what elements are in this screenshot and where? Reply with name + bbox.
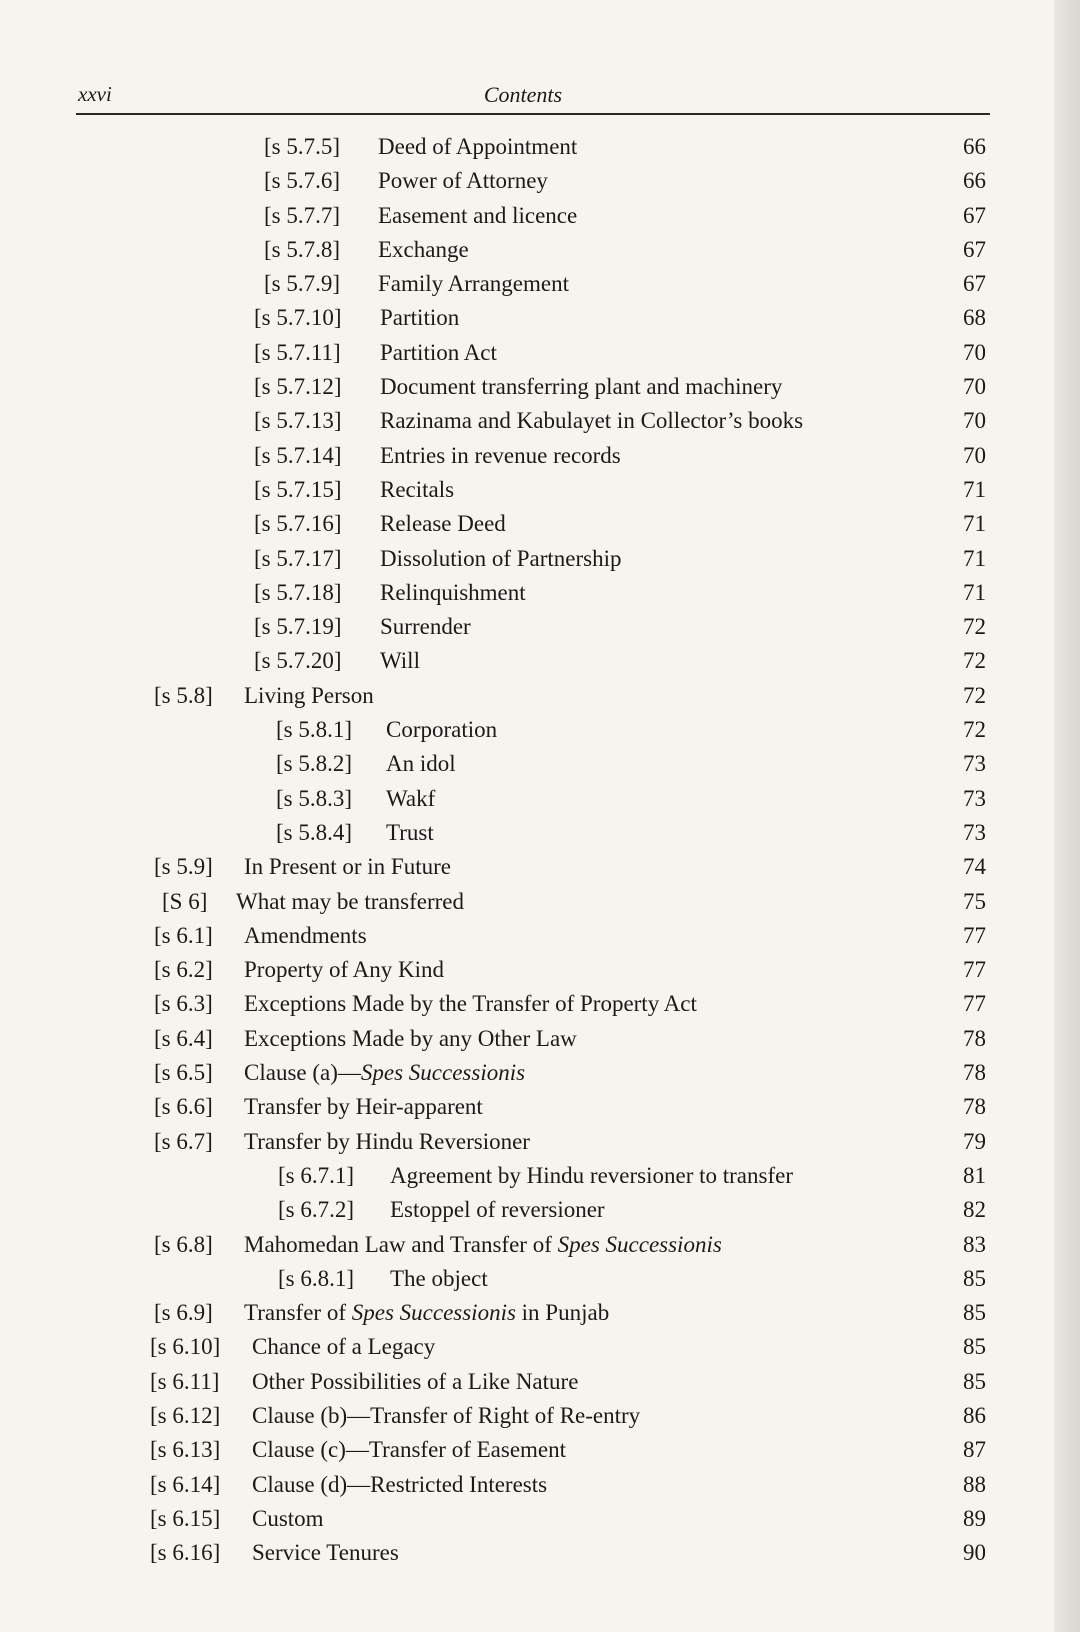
section-title-text: Service Tenures xyxy=(252,1540,399,1566)
page-number: 71 xyxy=(963,545,986,571)
section-title xyxy=(252,1433,566,1467)
section-title xyxy=(252,1468,547,1502)
section-title xyxy=(378,164,548,198)
section-title-text: Mahomedan Law and Transfer of xyxy=(244,1231,558,1257)
section-number: [s 6.7] xyxy=(154,1128,213,1154)
page-number: 73 xyxy=(963,751,986,777)
section-title-text: The object xyxy=(390,1265,488,1291)
page-number: 72 xyxy=(963,648,986,674)
section-title-text: Corporation xyxy=(386,717,498,743)
section-title-text: Partition xyxy=(380,305,460,331)
section-title xyxy=(244,1056,525,1090)
running-title: Contents xyxy=(483,82,563,107)
toc-entry xyxy=(0,130,1062,164)
section-title-text: Recitals xyxy=(380,476,455,502)
section-number: [s 5.7.11] xyxy=(254,339,341,365)
toc-entry xyxy=(0,610,1062,644)
section-title-text: What may be transferred xyxy=(236,888,464,914)
toc-entry xyxy=(0,439,1062,473)
page-number: 67 xyxy=(963,202,986,228)
toc-entry xyxy=(0,1228,1062,1262)
page-number: 74 xyxy=(963,854,986,880)
section-number: [s 6.5] xyxy=(154,1060,213,1086)
section-title xyxy=(380,473,454,507)
toc-entry xyxy=(0,1022,1062,1056)
section-title xyxy=(252,1365,578,1399)
section-title-text: Power of Attorney xyxy=(378,168,548,194)
page-number: 77 xyxy=(963,991,986,1017)
page-number: 87 xyxy=(963,1437,986,1463)
section-number: [s 5.8] xyxy=(154,682,213,708)
section-number: [s 5.7.14] xyxy=(254,442,342,468)
section-title-italic: Spes Successionis xyxy=(360,1060,526,1086)
page-number: 81 xyxy=(963,1162,986,1188)
section-title xyxy=(380,542,622,576)
page-number: 78 xyxy=(963,1025,986,1051)
section-title-text: Clause (a)— xyxy=(244,1060,361,1086)
page-header xyxy=(78,82,990,110)
section-number: [s 5.7.15] xyxy=(254,476,342,502)
section-title xyxy=(390,1159,793,1193)
section-number: [s 6.2] xyxy=(154,957,213,983)
page-number: 85 xyxy=(963,1300,986,1326)
section-number: [s 5.8.3] xyxy=(276,785,353,811)
page-number: 78 xyxy=(963,1094,986,1120)
section-number: [s 5.7.17] xyxy=(254,545,342,571)
toc-entry xyxy=(0,1330,1062,1364)
section-title-italic: Spes Successionis xyxy=(351,1300,516,1326)
page-number: 70 xyxy=(963,442,986,468)
section-title xyxy=(380,576,526,610)
section-title-text: Relinquishment xyxy=(380,579,526,605)
section-title-text: Document transferring plant and machinery xyxy=(380,374,783,400)
page-number: 89 xyxy=(963,1505,986,1531)
section-number: [s 5.7.18] xyxy=(254,579,342,605)
section-title xyxy=(390,1262,488,1296)
section-title-text: Exceptions Made by any Other Law xyxy=(244,1025,577,1051)
section-title xyxy=(380,370,782,404)
toc-entry xyxy=(0,782,1062,816)
section-title-text-end: in Punjab xyxy=(515,1300,610,1326)
section-title-text: Surrender xyxy=(380,614,471,640)
section-title-text: Family Arrangement xyxy=(378,271,569,297)
page-number: 72 xyxy=(963,717,986,743)
toc-entry xyxy=(0,953,1062,987)
toc-entry xyxy=(0,1399,1062,1433)
section-title-text: Wakf xyxy=(386,785,436,811)
section-title-text: Easement and licence xyxy=(378,202,578,228)
section-number: [s 5.7.5] xyxy=(264,134,341,159)
section-number: [S 6] xyxy=(162,888,208,914)
toc-entry xyxy=(0,1193,1062,1227)
section-title xyxy=(380,610,471,644)
section-title xyxy=(244,1296,609,1330)
toc-entry xyxy=(0,370,1062,404)
page-number: 71 xyxy=(963,476,986,502)
section-title-text: In Present or in Future xyxy=(244,854,451,880)
section-number: [s 6.4] xyxy=(154,1025,213,1051)
section-number: [s 6.10] xyxy=(150,1334,221,1360)
toc-entry xyxy=(0,713,1062,747)
section-title xyxy=(244,1090,483,1124)
page-number: 85 xyxy=(963,1368,986,1394)
section-title-text: Estoppel of reversioner xyxy=(390,1197,605,1223)
section-title-text: Transfer by Hindu Reversioner xyxy=(244,1128,530,1154)
section-title xyxy=(378,199,577,233)
section-title xyxy=(236,885,464,919)
section-title xyxy=(380,301,459,335)
page-number: 77 xyxy=(963,922,986,948)
page-number: 71 xyxy=(963,579,986,605)
section-title-text: Property of Any Kind xyxy=(244,957,444,983)
section-number: [s 6.13] xyxy=(150,1437,221,1463)
page-number: 73 xyxy=(963,819,986,845)
page-number: 86 xyxy=(963,1402,986,1428)
section-title-text: Deed of Appointment xyxy=(378,134,578,159)
section-number: [s 5.9] xyxy=(154,854,213,880)
page-number: 70 xyxy=(963,339,986,365)
toc-entry xyxy=(0,576,1062,610)
page-number: 85 xyxy=(963,1334,986,1360)
section-number: [s 5.7.20] xyxy=(254,648,342,674)
section-number: [s 5.8.1] xyxy=(276,717,353,743)
page-number: 72 xyxy=(963,682,986,708)
page-number: 66 xyxy=(963,168,986,194)
toc-entry xyxy=(0,850,1062,884)
section-title xyxy=(390,1193,605,1227)
section-number: [s 6.1] xyxy=(154,922,213,948)
page-number: 66 xyxy=(963,134,986,159)
section-title xyxy=(378,233,469,267)
toc-entry xyxy=(0,301,1062,335)
section-title xyxy=(380,404,803,438)
section-title-text: Will xyxy=(380,648,420,674)
section-title-text: Transfer by Heir-apparent xyxy=(244,1094,483,1120)
toc-entry xyxy=(0,404,1062,438)
page-number: 78 xyxy=(963,1060,986,1086)
page-number: 88 xyxy=(963,1471,986,1497)
section-number: [s 5.7.6] xyxy=(264,168,341,194)
section-number: [s 5.7.12] xyxy=(254,374,342,400)
section-title xyxy=(244,1125,530,1159)
section-title xyxy=(244,679,374,713)
page-number: 71 xyxy=(963,511,986,537)
section-number: [s 5.8.2] xyxy=(276,751,353,777)
header-rule xyxy=(76,113,990,115)
section-title-text: Clause (d)—Restricted Interests xyxy=(252,1471,548,1497)
section-title-text: Trust xyxy=(386,819,434,845)
section-title-text: Dissolution of Partnership xyxy=(380,545,622,571)
section-number: [s 6.7.1] xyxy=(278,1162,355,1188)
section-title xyxy=(252,1502,324,1536)
section-title-text: Living Person xyxy=(244,682,374,708)
section-number: [s 6.12] xyxy=(150,1402,221,1428)
section-title-text: Entries in revenue records xyxy=(380,442,621,468)
page-number: 90 xyxy=(963,1540,986,1566)
section-title xyxy=(378,267,569,301)
section-title-text: Clause (c)—Transfer of Easement xyxy=(252,1437,567,1463)
page-number: 85 xyxy=(963,1265,986,1291)
toc-entry xyxy=(0,1262,1062,1296)
section-title xyxy=(252,1399,640,1433)
toc-entry xyxy=(0,199,1062,233)
section-number: [s 5.7.7] xyxy=(264,202,341,228)
section-title xyxy=(252,1536,399,1570)
section-title xyxy=(380,336,497,370)
toc-entry xyxy=(0,919,1062,953)
page-number: 68 xyxy=(963,305,986,331)
section-title-text: Exchange xyxy=(378,236,469,262)
section-number: [s 6.14] xyxy=(150,1471,221,1497)
page-number: 79 xyxy=(963,1128,986,1154)
section-title-text: Agreement by Hindu reversioner to transfer xyxy=(390,1162,793,1188)
section-number: [s 6.7.2] xyxy=(278,1197,355,1223)
toc-entry xyxy=(0,1468,1062,1502)
folio-number: xxvi xyxy=(78,82,112,106)
toc-entry xyxy=(0,507,1062,541)
section-title-text: Exceptions Made by the Transfer of Property Act xyxy=(244,991,697,1017)
section-number: [s 6.16] xyxy=(150,1540,221,1566)
toc-entry xyxy=(0,816,1062,850)
section-title xyxy=(386,713,497,747)
page-number: 75 xyxy=(963,888,986,914)
section-number: [s 6.8] xyxy=(154,1231,213,1257)
page-number: 67 xyxy=(963,271,986,297)
section-title xyxy=(252,1330,435,1364)
toc-entry xyxy=(0,1296,1062,1330)
section-title xyxy=(244,850,451,884)
toc-entry xyxy=(0,1365,1062,1399)
section-number: [s 5.7.10] xyxy=(254,305,342,331)
section-title-text: Partition Act xyxy=(380,339,497,365)
toc-entry xyxy=(0,1090,1062,1124)
toc-entry xyxy=(0,644,1062,678)
page-number: 73 xyxy=(963,785,986,811)
section-title xyxy=(380,439,621,473)
page-number: 72 xyxy=(963,614,986,640)
toc-entry xyxy=(0,1502,1062,1536)
toc-entry xyxy=(0,1159,1062,1193)
toc-entry xyxy=(0,1125,1062,1159)
section-number: [s 5.7.16] xyxy=(254,511,342,537)
section-number: [s 6.6] xyxy=(154,1094,213,1120)
section-number: [s 6.11] xyxy=(150,1368,220,1394)
section-title xyxy=(380,644,420,678)
section-title-text: Transfer of xyxy=(244,1300,352,1326)
section-number: [s 6.8.1] xyxy=(278,1265,355,1291)
section-title xyxy=(386,747,456,781)
page-number: 83 xyxy=(963,1231,986,1257)
page-number: 77 xyxy=(963,957,986,983)
section-title xyxy=(380,507,506,541)
section-title xyxy=(244,987,697,1021)
section-number: [s 5.8.4] xyxy=(276,819,353,845)
toc-entry xyxy=(0,1433,1062,1467)
toc-entry xyxy=(0,747,1062,781)
toc-entry xyxy=(0,164,1062,198)
toc-entry xyxy=(0,679,1062,713)
section-number: [s 6.9] xyxy=(154,1300,213,1326)
section-title-text: Razinama and Kabulayet in Collector’s books xyxy=(380,408,804,434)
section-number: [s 6.3] xyxy=(154,991,213,1017)
toc-entry xyxy=(0,1536,1062,1570)
contents-list xyxy=(0,130,1062,1570)
page-number: 82 xyxy=(963,1197,986,1223)
section-title xyxy=(244,1022,577,1056)
section-number: [s 5.7.9] xyxy=(264,271,341,297)
page-edge xyxy=(1054,0,1080,1632)
section-title-text: Release Deed xyxy=(380,511,506,537)
section-title-text: Custom xyxy=(252,1505,324,1531)
section-title xyxy=(378,130,577,164)
section-number: [s 6.15] xyxy=(150,1505,221,1531)
toc-entry xyxy=(0,885,1062,919)
section-title xyxy=(244,953,444,987)
section-number: [s 5.7.19] xyxy=(254,614,342,640)
section-title-text: Chance of a Legacy xyxy=(252,1334,436,1360)
section-title xyxy=(386,816,434,850)
toc-entry xyxy=(0,473,1062,507)
toc-entry xyxy=(0,233,1062,267)
section-title xyxy=(386,782,435,816)
section-title xyxy=(244,919,367,953)
toc-entry xyxy=(0,1056,1062,1090)
section-title-text: Amendments xyxy=(244,922,367,948)
toc-entry xyxy=(0,987,1062,1021)
section-title-text: Other Possibilities of a Like Nature xyxy=(252,1368,579,1394)
toc-entry xyxy=(0,267,1062,301)
section-title-text: Clause (b)—Transfer of Right of Re-entry xyxy=(252,1402,641,1428)
section-title-italic: Spes Successionis xyxy=(557,1231,722,1257)
page-number: 70 xyxy=(963,374,986,400)
page-number: 67 xyxy=(963,236,986,262)
page-number: 70 xyxy=(963,408,986,434)
section-title-text: An idol xyxy=(386,751,456,777)
toc-entry xyxy=(0,336,1062,370)
section-number: [s 5.7.8] xyxy=(264,236,341,262)
toc-entry xyxy=(0,542,1062,576)
section-number: [s 5.7.13] xyxy=(254,408,342,434)
section-title xyxy=(244,1228,722,1262)
